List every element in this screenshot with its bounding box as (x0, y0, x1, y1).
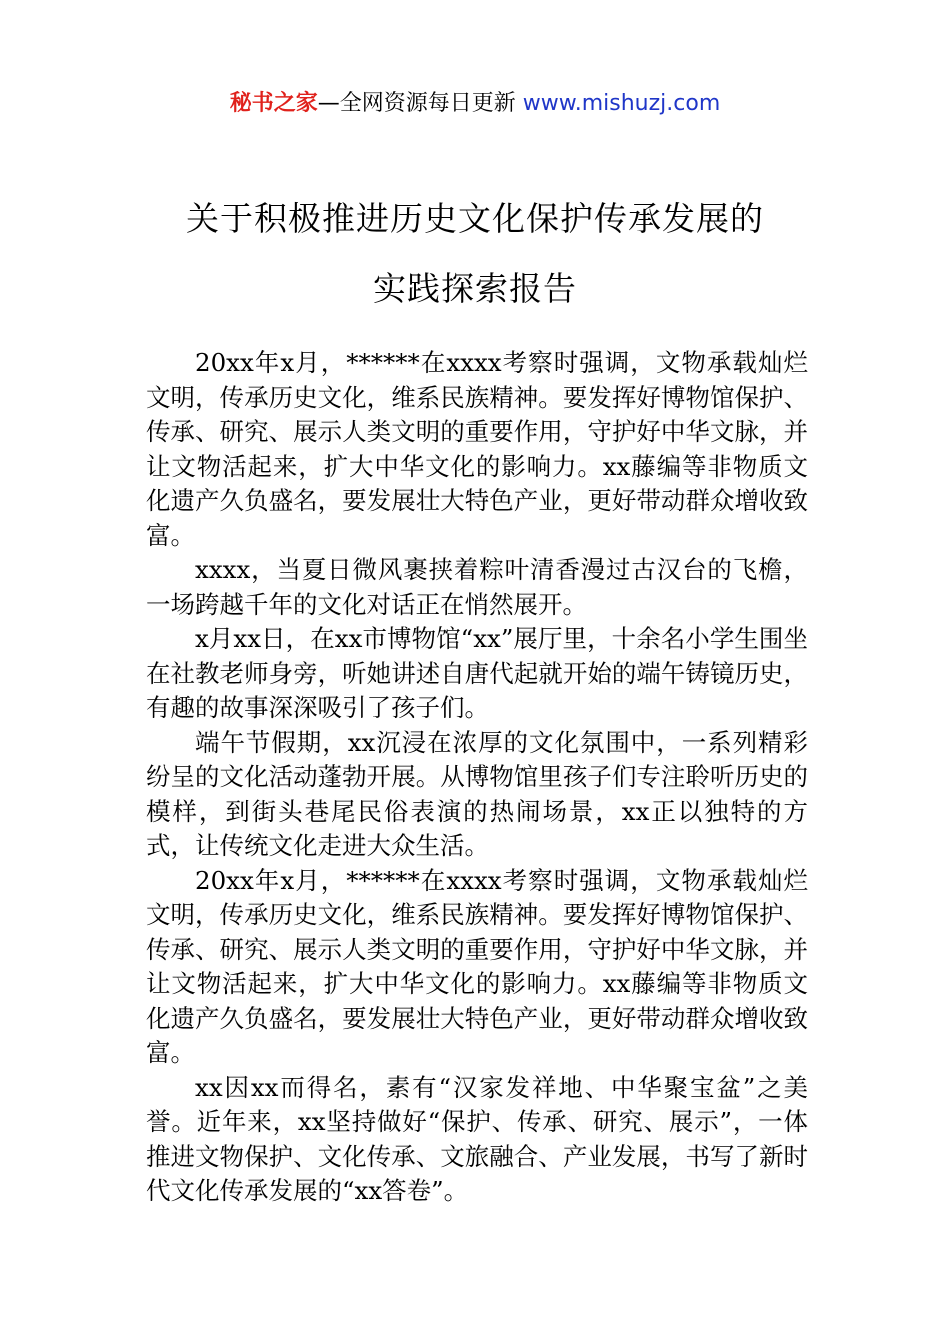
title-line-1: 关于积极推进历史文化保护传承发展的 (186, 199, 764, 238)
title-line-2: 实践探索报告 (373, 269, 577, 308)
paragraph-4: 端午节假期，xx沉浸在浓厚的文化氛围中，一系列精彩纷呈的文化活动蓬勃开展。从博物馆里孩子们专注聆听历史的模样，到街头巷尾民俗表演的热闹场景，xx正以独特的方式，让传统文化走进大众生活。 (146, 727, 808, 860)
paragraph-2: xxxx，当夏日微风裹挟着粽叶清香漫过古汉台的飞檐，一场跨越千年的文化对话正在悄然展开。 (146, 555, 808, 619)
paragraph-5: 20xx年x月，******在xxxx考察时强调，文物承载灿烂文明，传承历史文化，维系民族精神。要发挥好博物馆保护、传承、研究、展示人类文明的重要作用，守护好中华文脉，并让文物活起来，扩大中华文化的影响力。xx藤编等非物质文化遗产久负盛名，要发展壮大特色产业，更好带动群众增收致富。 (146, 865, 808, 1067)
document-body (146, 346, 808, 1209)
site-header (0, 86, 950, 122)
site-url-link[interactable]: www.mishuzj.com (522, 91, 721, 116)
paragraph-1: 20xx年x月，******在xxxx考察时强调，文物承载灿烂文明，传承历史文化，维系民族精神。要发挥好博物馆保护、传承、研究、展示人类文明的重要作用，守护好中华文脉，并让文物活起来，扩大中华文化的影响力。xx藤编等非物质文化遗产久负盛名，要发展壮大特色产业，更好带动群众增收致富。 (146, 348, 808, 550)
site-tagline: —全网资源每日更新 (317, 91, 516, 116)
document-title (0, 184, 950, 324)
site-brand: 秘书之家 (229, 91, 318, 116)
paragraph-3: x月xx日，在xx市博物馆“xx”展厅里，十余名小学生围坐在社教老师身旁，听她讲述自唐代起就开始的端午铸镜历史，有趣的故事深深吸引了孩子们。 (146, 624, 808, 722)
paragraph-6: xx因xx而得名，素有“汉家发祥地、中华聚宝盆”之美誉。近年来，xx坚持做好“保护、传承、研究、展示”，一体推进文物保护、文化传承、文旅融合、产业发展，书写了新时代文化传承发展的“xx答卷”。 (146, 1072, 808, 1205)
